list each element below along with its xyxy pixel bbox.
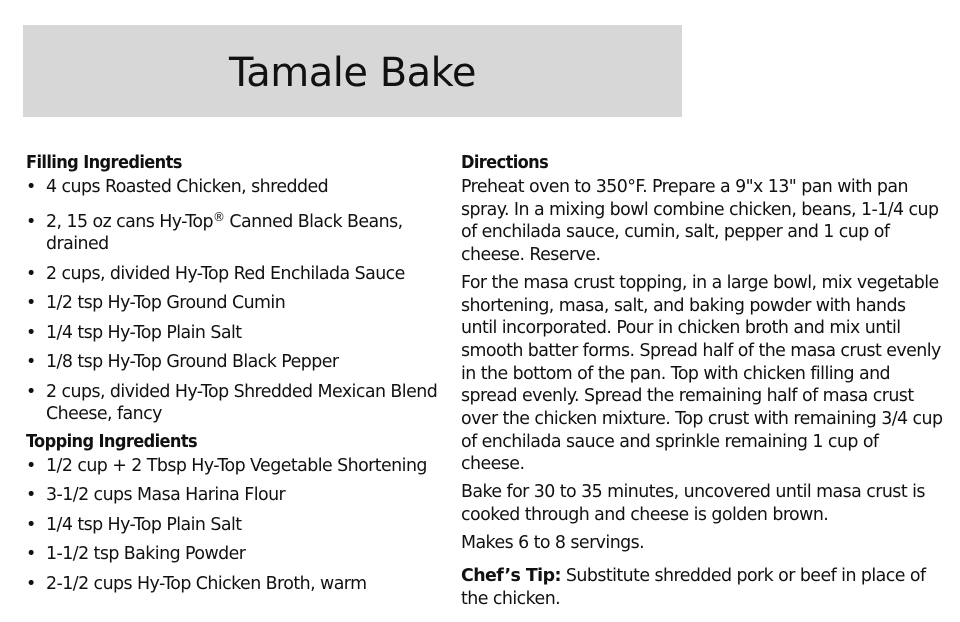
list-item-text: 2, 15 oz cans Hy-Top® Canned Black Beans, drained <box>46 209 403 254</box>
list-item: • 1/4 tsp Hy-Top Plain Salt <box>26 514 242 535</box>
registered-mark: ® <box>213 209 225 224</box>
chefs-tip <box>461 565 943 610</box>
list-item: • 1/4 tsp Hy-Top Plain Salt <box>26 322 242 343</box>
filling-heading: Filling Ingredients <box>26 152 182 173</box>
topping-heading: Topping Ingredients <box>26 430 198 452</box>
directions-step: For the masa crust topping, in a large bowl, mix vegetable shortening, masa, salt, and baking powder with hands until incorporated. Pour in chicken broth and mix until smooth batter forms. Spread half of the masa crust evenly in the bottom of the pan. Top with chicken filling and spread evenly. Spread the remaining half of masa crust over the chicken mixture. Top crust with remaining 3/4 cup of enchilada sauce and sprinkle remaining 1 cup of cheese. <box>461 272 943 475</box>
directions-heading: Directions <box>461 152 549 173</box>
list-item: • 2 cups, divided Hy-Top Red Enchilada Sauce <box>26 263 405 284</box>
list-item: • 2-1/2 cups Hy-Top Chicken Broth, warm <box>26 573 367 594</box>
topping-list <box>26 455 446 596</box>
list-item: • 3-1/2 cups Masa Harina Flour <box>26 485 286 505</box>
filling-list <box>26 176 446 426</box>
list-item: • 1/2 cup + 2 Tbsp Hy-Top Vegetable Shortening <box>26 455 427 476</box>
chefs-tip-label: Chef’s Tip: <box>461 566 561 587</box>
list-item: • 2 cups, divided Hy-Top Shredded Mexican Blend Cheese, fancy <box>26 381 438 424</box>
ingredients-column <box>26 150 446 602</box>
directions-step: Preheat oven to 350°F. Prepare a 9"x 13" pan with pan spray. In a mixing bowl combine chicken, beans, 1-1/4 cup of enchilada sauce, cumin, salt, pepper and 1 cup of cheese. Reserve. <box>461 177 939 266</box>
chefs-tip-text: Substitute shredded pork or beef in place of the chicken. <box>461 566 926 609</box>
directions-column <box>461 150 943 616</box>
list-item: • 2, 15 oz cans Hy-Top® Canned Black Beans, drained <box>26 209 403 254</box>
list-item: • 1-1/2 tsp Baking Powder <box>26 544 246 564</box>
directions-step: Bake for 30 to 35 minutes, uncovered until masa crust is cooked through and cheese is golden brown. <box>461 482 925 525</box>
recipe-title: Tamale Bake <box>228 50 477 96</box>
list-item: • 4 cups Roasted Chicken, shredded <box>26 177 329 197</box>
servings-note: Makes 6 to 8 servings. <box>461 532 645 553</box>
list-item: • 1/8 tsp Hy-Top Ground Black Pepper <box>26 352 339 372</box>
list-item: • 1/2 tsp Hy-Top Ground Cumin <box>26 293 286 313</box>
title-banner <box>23 25 682 117</box>
